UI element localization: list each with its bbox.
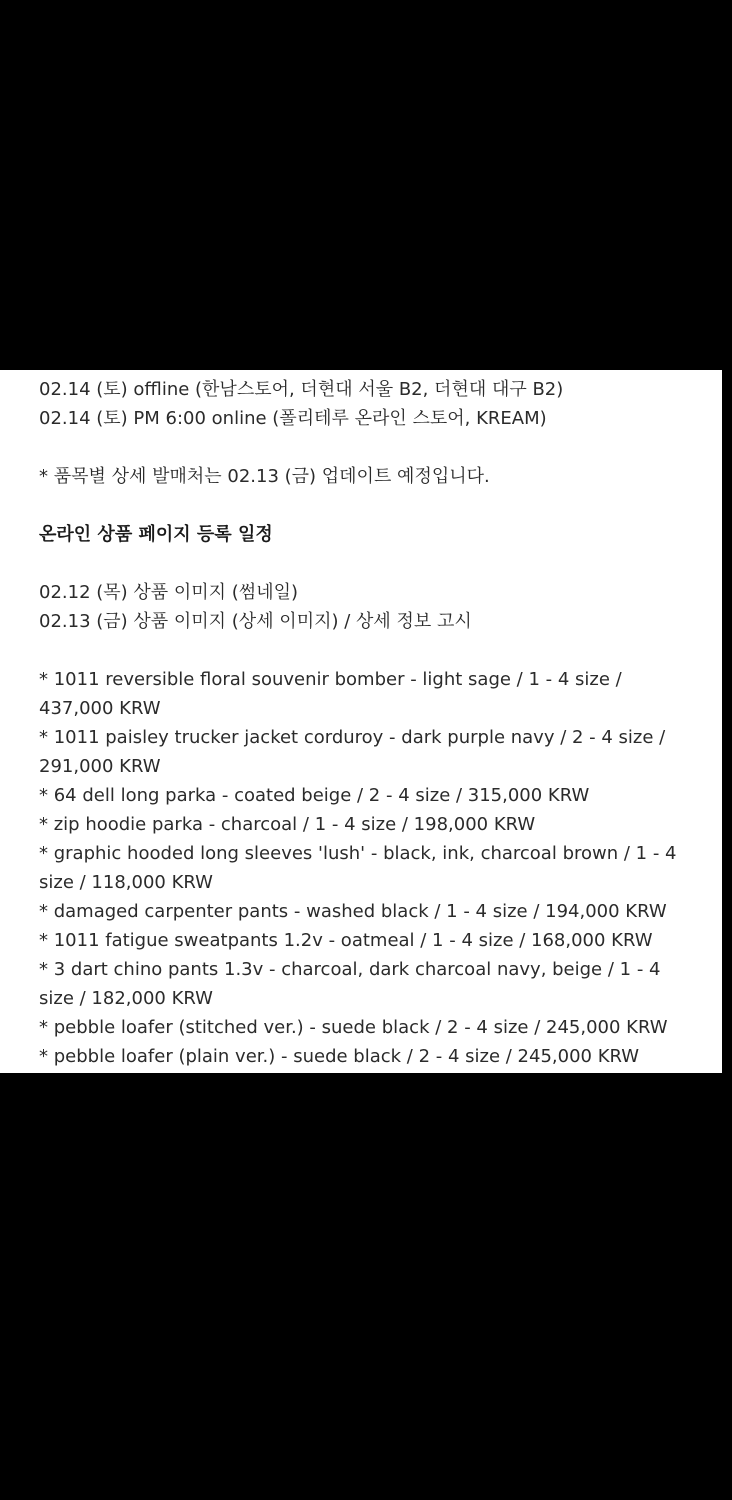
product-item: * zip hoodie parka - charcoal / 1 - 4 size / 198,000 KRW <box>39 814 536 835</box>
product-item: * damaged carpenter pants - washed black / 1 - 4 size / 194,000 KRW <box>39 901 667 922</box>
top-black-area <box>0 0 732 370</box>
product-item: * 64 dell long parka - coated beige / 2 - 4 size / 315,000 KRW <box>39 785 590 806</box>
product-item: * 1011 paisley trucker jacket corduroy - dark purple navy / 2 - 4 size / 291,000 KRW <box>39 727 666 777</box>
product-item: * 1011 fatigue sweatpants 1.2v - oatmeal / 1 - 4 size / 168,000 KRW <box>39 930 653 951</box>
page-schedule-heading: 온라인 상품 페이지 등록 일정 <box>39 524 273 545</box>
spacer <box>39 491 699 520</box>
product-item: * graphic hooded long sleeves 'lush' - black, ink, charcoal brown / 1 - 4 size / 118,000 KRW <box>39 843 677 893</box>
product-item: * pebble loafer (plain ver.) - suede black / 2 - 4 size / 245,000 KRW <box>39 1046 640 1067</box>
schedule-offline: 02.14 (토) offline (한남스토어, 더현대 서울 B2, 더현대 대구 B2) <box>39 379 564 400</box>
spacer <box>39 433 699 462</box>
page-schedule-item: 02.13 (금) 상품 이미지 (상세 이미지) / 상세 정보 고시 <box>39 611 472 632</box>
bottom-black-area <box>0 1073 732 1500</box>
content-panel <box>0 370 722 1073</box>
right-edge <box>722 370 732 1073</box>
spacer <box>39 636 699 665</box>
spacer <box>39 549 699 578</box>
store-note: * 품목별 상세 발매처는 02.13 (금) 업데이트 예정입니다. <box>39 466 490 487</box>
product-item: * 3 dart chino pants 1.3v - charcoal, dark charcoal navy, beige / 1 - 4 size / 182,000 KRW <box>39 959 661 1009</box>
schedule-online: 02.14 (토) PM 6:00 online (폴리테루 온라인 스토어, KREAM) <box>39 408 547 429</box>
page-schedule-item: 02.12 (목) 상품 이미지 (썸네일) <box>39 582 298 603</box>
product-item: * 1011 reversible floral souvenir bomber - light sage / 1 - 4 size / 437,000 KRW <box>39 669 622 719</box>
product-item: * pebble loafer (stitched ver.) - suede black / 2 - 4 size / 245,000 KRW <box>39 1017 668 1038</box>
post-body <box>39 375 699 1071</box>
